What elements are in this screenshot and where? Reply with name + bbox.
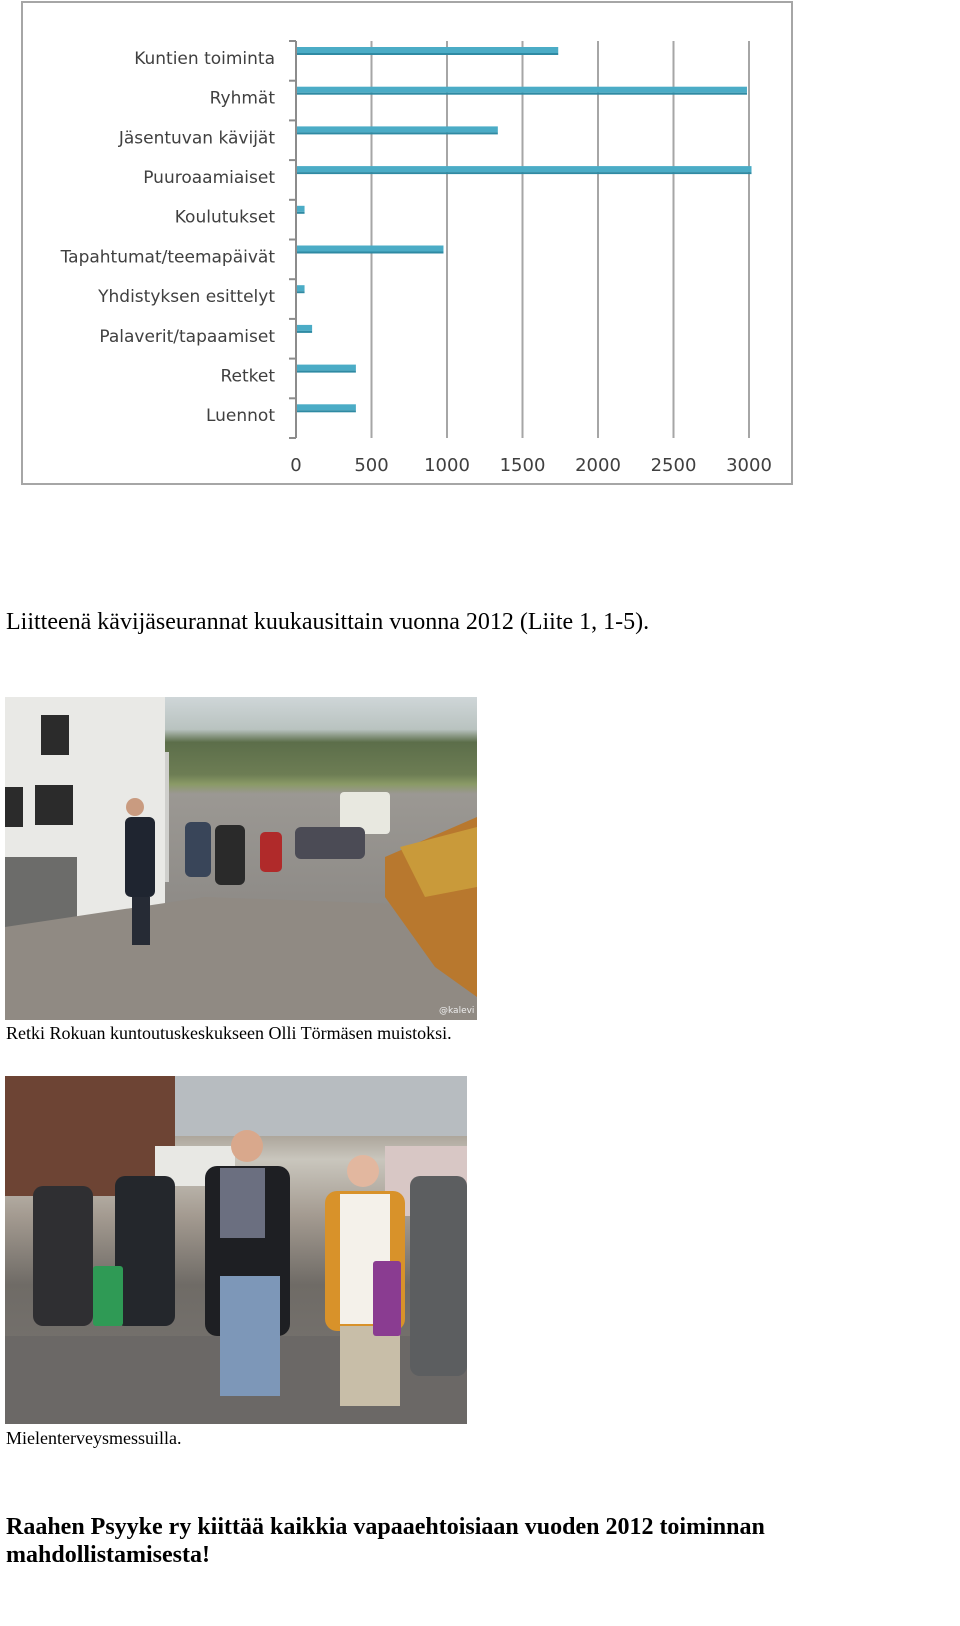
- category-label: Jäsentuvan kävijät: [118, 128, 275, 149]
- bar-shade: [297, 93, 747, 95]
- attachment-note: Liitteenä kävijäseurannat kuukausittain vuonna 2012 (Liite 1, 1-5).: [6, 609, 650, 635]
- bar-chart: [21, 1, 793, 485]
- bar-shade: [297, 132, 498, 134]
- photo-caption-fair: Mielenterveysmessuilla.: [6, 1428, 182, 1448]
- photo-fair: [5, 1076, 467, 1424]
- category-label: Palaverit/tapaamiset: [99, 326, 275, 347]
- x-tick-label: 1000: [424, 455, 470, 476]
- bar-shade: [297, 172, 752, 174]
- fair-scene: [5, 1076, 467, 1424]
- bar-shade: [297, 252, 443, 254]
- category-label: Kuntien toiminta: [134, 48, 275, 69]
- photo-caption-excursion: Retki Rokuan kuntoutuskeskukseen Olli Törmäsen muistoksi.: [6, 1023, 452, 1043]
- bar: [297, 404, 356, 410]
- bar-shade: [297, 331, 312, 333]
- x-tick-label: 2500: [650, 455, 697, 476]
- bar-shade: [297, 410, 356, 412]
- category-label: Yhdistyksen esittelyt: [98, 287, 275, 308]
- x-tick-label: 500: [354, 455, 389, 476]
- photo-excursion: [5, 697, 477, 1020]
- category-label: Tapahtumat/teemapäivät: [60, 247, 275, 268]
- category-label: Koulutukset: [174, 207, 275, 228]
- category-label: Luennot: [205, 406, 275, 427]
- bar-shade: [297, 53, 558, 55]
- category-label: Ryhmät: [209, 88, 275, 109]
- category-label: Retket: [220, 366, 275, 387]
- bar: [297, 126, 498, 132]
- bar: [297, 246, 443, 252]
- category-label: Puuroaamiaiset: [143, 167, 275, 188]
- bar-shade: [297, 291, 305, 293]
- thank-you-note: Raahen Psyyke ry kiittää kaikkia vapaaehtoisiaan vuoden 2012 toiminnan mahdollistamisesta!: [6, 1514, 765, 1568]
- x-tick-label: 0: [290, 455, 302, 476]
- bar-shade: [297, 212, 305, 214]
- bar: [297, 206, 305, 212]
- bar: [297, 285, 305, 291]
- bar-shade: [297, 371, 356, 373]
- bar: [297, 47, 558, 53]
- excursion-scene: [5, 697, 477, 1020]
- bar: [297, 166, 752, 172]
- bar: [297, 325, 312, 331]
- bar: [297, 87, 747, 93]
- x-tick-label: 3000: [726, 455, 772, 476]
- x-tick-label: 1500: [499, 455, 546, 476]
- chart-canvas: [23, 3, 793, 485]
- bar: [297, 365, 356, 371]
- x-tick-label: 2000: [575, 455, 621, 476]
- photo-watermark: @kalevi: [439, 1006, 475, 1016]
